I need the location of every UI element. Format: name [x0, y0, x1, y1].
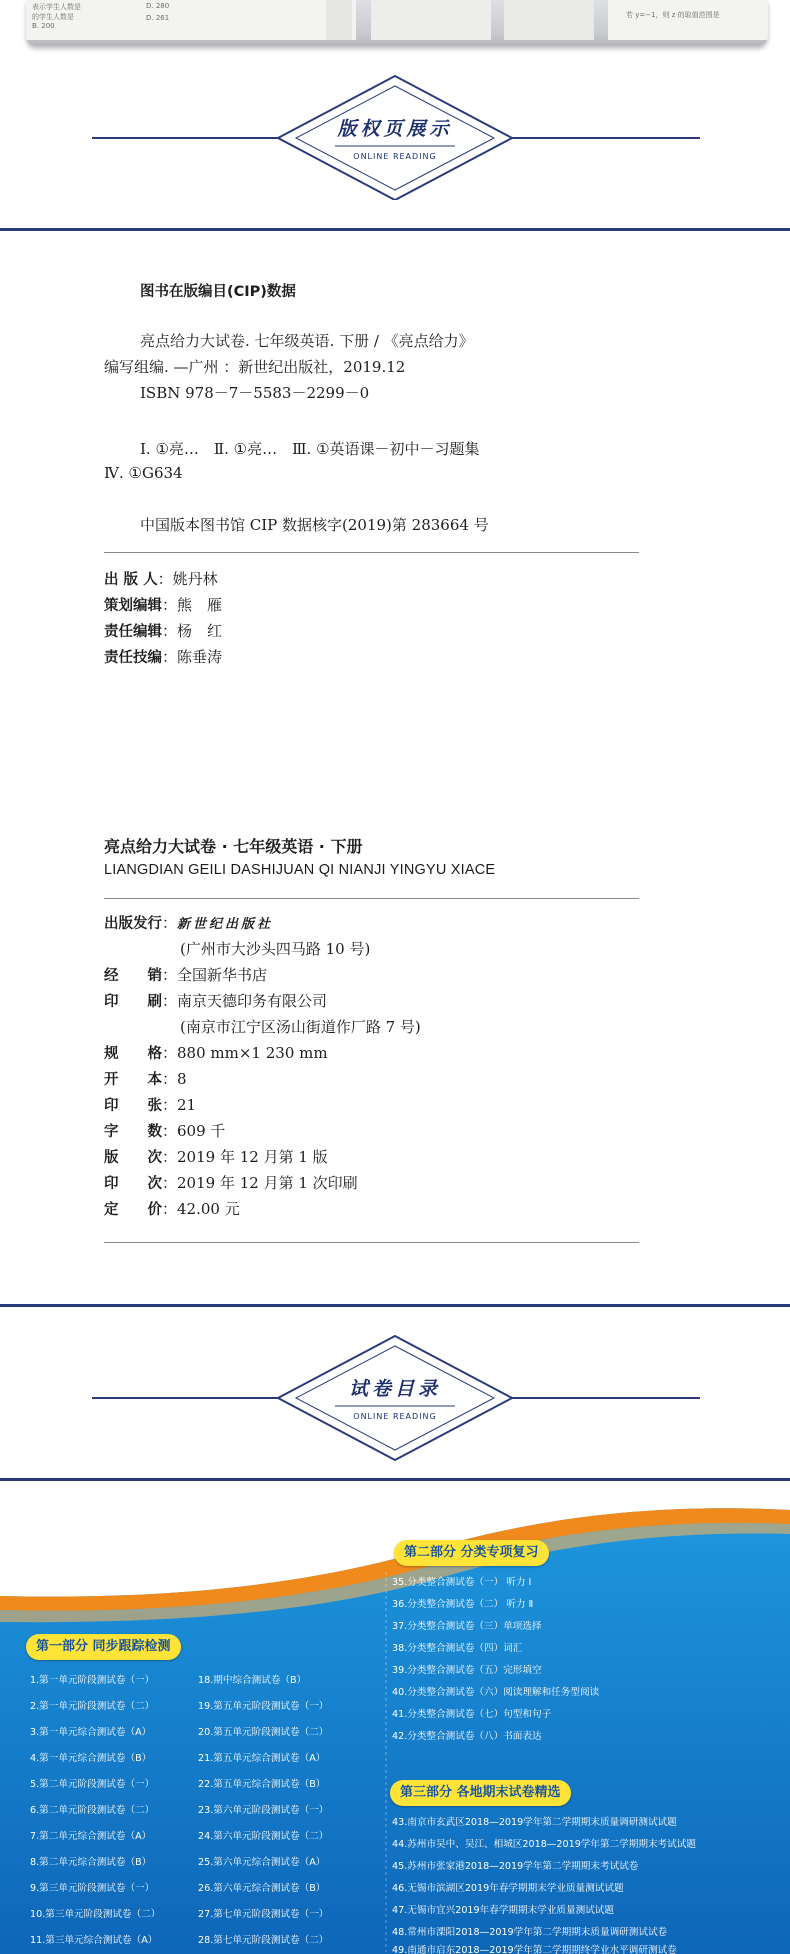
- toc-item[interactable]: 25.第六单元综合测试卷（A）: [198, 1857, 326, 1868]
- detail-label: 印 刷: [104, 994, 162, 1010]
- banner-subtitle: ONLINE READING: [353, 1412, 437, 1421]
- staff-label: 责任编辑: [104, 624, 162, 640]
- detail-label: 印 张: [104, 1098, 162, 1114]
- photo-text: 表示学生人数是: [32, 3, 81, 11]
- detail-value: 2019 年 12 月第 1 次印刷: [177, 1174, 358, 1192]
- detail-value: 8: [177, 1070, 187, 1088]
- part-heading-3: 第三部分 各地期末试卷精选: [390, 1780, 571, 1806]
- staff-label: 责任技编: [104, 650, 162, 666]
- detail-row: 定 价：42.00 元: [104, 1200, 240, 1218]
- detail-label: 规 格: [104, 1046, 162, 1062]
- detail-label: 经 销: [104, 968, 162, 984]
- photo-page-right: [608, 0, 768, 40]
- detail-row: 印 刷：南京天德印务有限公司: [104, 992, 328, 1010]
- section-divider: [0, 1478, 790, 1481]
- toc-item[interactable]: 20.第五单元阶段测试卷（二）: [198, 1727, 329, 1738]
- toc-item[interactable]: 8.第二单元综合测试卷（B）: [30, 1857, 152, 1868]
- staff-value: 杨 红: [177, 622, 223, 640]
- toc-item[interactable]: 3.第一单元综合测试卷（A）: [30, 1727, 152, 1738]
- toc-item[interactable]: 43.南京市玄武区2018—2019学年第二学期期末质量调研测试试题: [392, 1817, 677, 1828]
- photo-page-mid: [371, 0, 491, 40]
- toc-item[interactable]: 6.第二单元阶段测试卷（二）: [30, 1805, 155, 1816]
- detail-value: 南京天德印务有限公司: [177, 992, 328, 1010]
- toc-item[interactable]: 11.第三单元综合测试卷（A）: [30, 1935, 158, 1946]
- book-photo: [26, 0, 768, 46]
- toc-item[interactable]: 23.第六单元阶段测试卷（一）: [198, 1805, 329, 1816]
- section-divider: [0, 228, 790, 231]
- detail-label: 字 数: [104, 1124, 162, 1140]
- detail-value: 609 千: [177, 1122, 226, 1140]
- book-title-en: LIANGDIAN GEILI DASHIJUAN QI NIANJI YINGYU XIACE: [104, 862, 496, 878]
- detail-row: 经 销：全国新华书店: [104, 966, 268, 984]
- publisher-row: 出版发行：新世纪出版社: [104, 914, 274, 932]
- staff-value: 陈垂涛: [177, 648, 223, 666]
- part-heading-2: 第二部分 分类专项复习: [394, 1540, 549, 1566]
- rule: [104, 1242, 639, 1243]
- toc-item[interactable]: 40.分类整合测试卷（六）阅读理解和任务型阅读: [392, 1687, 600, 1698]
- toc-item[interactable]: 45.苏州市张家港2018—2019学年第二学期期末考试试卷: [392, 1861, 639, 1872]
- book-title-cn: 亮点给力大试卷 · 七年级英语 · 下册: [104, 837, 363, 856]
- cip-heading: 图书在版编目(CIP)数据: [140, 284, 296, 300]
- publisher-address: (广州市大沙头四马路 10 号): [180, 940, 371, 958]
- cip-line: 编写组编. —广州 ：新世纪出版社，2019.12: [104, 358, 406, 376]
- toc-item[interactable]: 48.常州市溧阳2018—2019学年第二学期期末质量调研测试试卷: [392, 1927, 668, 1938]
- photo-text: 的学生人数是: [32, 13, 74, 21]
- copyright-section-banner: [0, 70, 790, 200]
- banner-title: 版权页展示: [337, 118, 453, 140]
- publisher-label: 出版发行: [104, 916, 162, 932]
- toc-item[interactable]: 4.第一单元综合测试卷（B）: [30, 1753, 152, 1764]
- toc-item[interactable]: 2.第一单元阶段测试卷（二）: [30, 1701, 155, 1712]
- printer-address: (南京市江宁区汤山街道作厂路 7 号): [180, 1018, 421, 1036]
- detail-value: 2019 年 12 月第 1 版: [177, 1148, 328, 1166]
- detail-value: 880 mm×1 230 mm: [177, 1044, 328, 1062]
- photo-text: D. 280: [146, 2, 170, 10]
- rule: [104, 898, 639, 899]
- toc-item[interactable]: 5.第二单元阶段测试卷（一）: [30, 1779, 155, 1790]
- cip-line: 亮点给力大试卷. 七年级英语. 下册 / 《亮点给力》: [140, 332, 474, 350]
- detail-label: 定 价: [104, 1202, 162, 1218]
- toc-item[interactable]: 46.无锡市滨湖区2019年春学期期末学业质量测试试题: [392, 1883, 624, 1894]
- staff-row: 责任编辑：杨 红: [104, 622, 223, 640]
- detail-value: 42.00 元: [177, 1200, 240, 1218]
- photo-page-fold: [326, 0, 352, 40]
- toc-item[interactable]: 44.苏州市吴中、吴江、相城区2018—2019学年第二学期期末考试试题: [392, 1839, 696, 1850]
- contents-section-banner: [0, 1334, 790, 1464]
- detail-row: 字 数：609 千: [104, 1122, 226, 1140]
- banner-subtitle: ONLINE READING: [353, 152, 437, 161]
- staff-row: 出 版 人：姚丹林: [104, 570, 218, 588]
- staff-row: 策划编辑：熊 雁: [104, 596, 223, 614]
- toc-item[interactable]: 9.第三单元阶段测试卷（一）: [30, 1883, 155, 1894]
- toc-item[interactable]: 7.第二单元综合测试卷（A）: [30, 1831, 152, 1842]
- detail-row: 版 次：2019 年 12 月第 1 版: [104, 1148, 328, 1166]
- detail-value: 21: [177, 1096, 197, 1114]
- cip-line: 中国版本图书馆 CIP 数据核字(2019)第 283664 号: [140, 516, 489, 534]
- toc-item[interactable]: 18.期中综合测试卷（B）: [198, 1675, 307, 1686]
- detail-row: 印 次：2019 年 12 月第 1 次印刷: [104, 1174, 358, 1192]
- photo-page-mid2: [504, 0, 594, 40]
- toc-item[interactable]: 22.第五单元综合测试卷（B）: [198, 1779, 326, 1790]
- toc-item[interactable]: 36.分类整合测试卷（二） 听力 Ⅱ: [392, 1599, 534, 1610]
- toc-item[interactable]: 21.第五单元综合测试卷（A）: [198, 1753, 326, 1764]
- detail-label: 开 本: [104, 1072, 162, 1088]
- staff-label: 策划编辑: [104, 598, 162, 614]
- cip-line: Ⅰ. ①亮… Ⅱ. ①亮… Ⅲ. ①英语课－初中－习题集: [140, 440, 480, 458]
- detail-label: 版 次: [104, 1150, 162, 1166]
- photo-text: D. 261: [146, 14, 170, 22]
- toc-item[interactable]: 38.分类整合测试卷（四）词汇: [392, 1643, 523, 1654]
- toc-item[interactable]: 35.分类整合测试卷（一） 听力 Ⅰ: [392, 1577, 532, 1588]
- toc-item[interactable]: 49.南通市启东2018—2019学年第二学期期终学业水平调研测试卷: [392, 1945, 677, 1954]
- toc-item[interactable]: 26.第六单元综合测试卷（B）: [198, 1883, 326, 1894]
- toc-item[interactable]: 19.第五单元阶段测试卷（一）: [198, 1701, 329, 1712]
- rule: [104, 552, 639, 553]
- detail-row: 规 格：880 mm×1 230 mm: [104, 1044, 328, 1062]
- section-divider: [0, 1304, 790, 1307]
- staff-label: 出 版 人: [104, 572, 158, 588]
- part-heading-1: 第一部分 同步跟踪检测: [26, 1634, 181, 1660]
- detail-row: 印 张：21: [104, 1096, 197, 1114]
- toc-item[interactable]: 28.第七单元阶段测试卷（二）: [198, 1935, 329, 1946]
- toc-item[interactable]: 37.分类整合测试卷（三）单项选择: [392, 1621, 542, 1632]
- toc-item[interactable]: 24.第六单元阶段测试卷（二）: [198, 1831, 329, 1842]
- toc-item[interactable]: 27.第七单元阶段测试卷（一）: [198, 1909, 329, 1920]
- photo-text: 若 y=−1，则 z 的取值范围是: [626, 11, 720, 19]
- cip-line: Ⅳ. ①G634: [104, 464, 183, 482]
- book-photo-strip: [0, 0, 790, 56]
- staff-value: 熊 雁: [177, 596, 223, 614]
- detail-label: 印 次: [104, 1176, 162, 1192]
- publisher-logo: 新世纪出版社: [177, 917, 274, 932]
- copyright-page: [0, 232, 790, 1304]
- toc-item[interactable]: 41.分类整合测试卷（七）句型和句子: [392, 1709, 552, 1720]
- toc-item[interactable]: 42.分类整合测试卷（八）书面表达: [392, 1731, 542, 1742]
- photo-text: B. 200: [32, 22, 55, 30]
- staff-row: 责任技编：陈垂涛: [104, 648, 223, 666]
- banner-title: 试卷目录: [348, 1378, 441, 1400]
- detail-value: 全国新华书店: [177, 966, 268, 984]
- staff-value: 姚丹林: [172, 570, 218, 588]
- detail-row: 开 本：8: [104, 1070, 187, 1088]
- toc-item[interactable]: 10.第三单元阶段测试卷（二）: [30, 1909, 161, 1920]
- toc-item[interactable]: 39.分类整合测试卷（五）完形填空: [392, 1665, 542, 1676]
- toc-item[interactable]: 47.无锡市宜兴2019年春学期期末学业质量测试试题: [392, 1905, 614, 1916]
- toc-item[interactable]: 1.第一单元阶段测试卷（一）: [30, 1675, 155, 1686]
- table-of-contents: [0, 1482, 790, 1954]
- cip-line: ISBN 978－7－5583－2299－0: [140, 384, 370, 402]
